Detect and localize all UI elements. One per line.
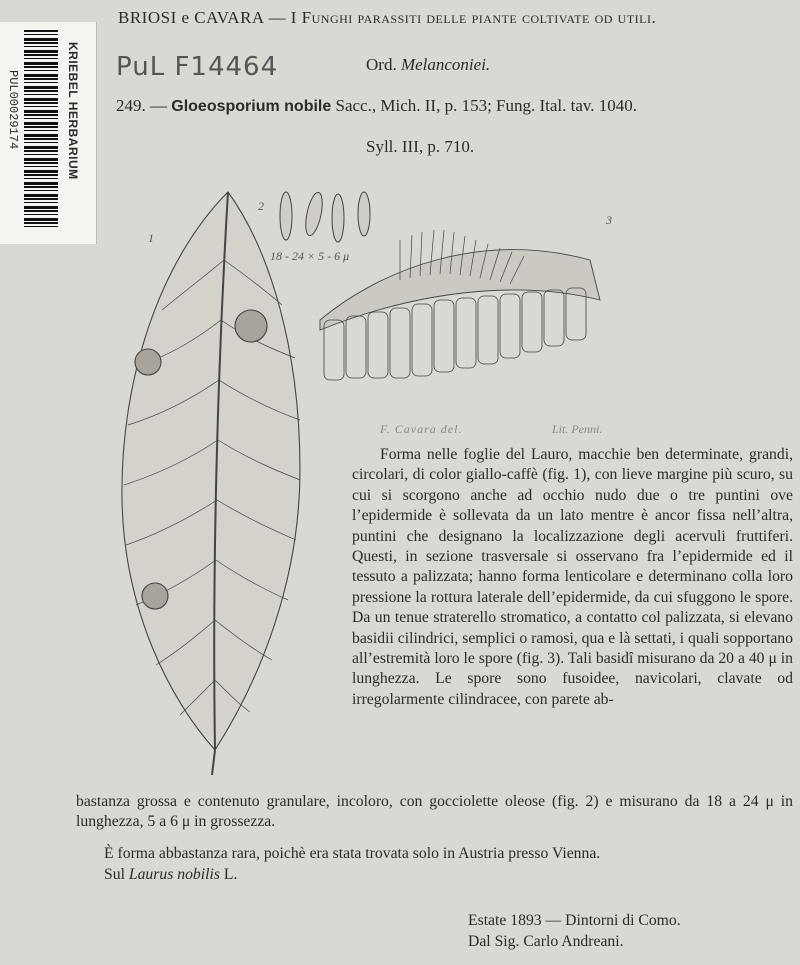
spore-measure: 18 - 24 × 5 - 6 μ <box>270 249 350 263</box>
section-drawing <box>320 230 600 380</box>
rarity-note: È forma abbastanza rara, poichè era stata trovata solo in Austria presso Vienna. <box>104 845 601 862</box>
citation: Sacc., Mich. II, p. 153; Fung. Ital. tav. 1040. <box>335 96 638 115</box>
leaf-spot <box>135 349 161 375</box>
leaf-drawing <box>122 192 300 775</box>
host-prefix: Sul <box>104 866 125 883</box>
header-dash: — <box>263 8 291 27</box>
entry-dash: — <box>150 96 167 115</box>
barcode <box>24 30 58 230</box>
credit-litho: Lit. Penni. <box>552 422 603 436</box>
header-authors: BRIOSI e CAVARA <box>118 8 264 27</box>
collection-date-locality: Estate 1893 — Dintorni di Como. <box>468 912 681 929</box>
credit-drawn: F. Cavara del. <box>380 422 463 436</box>
host-line <box>104 866 237 884</box>
order-prefix: Ord. <box>366 55 397 74</box>
fig3-label: 3 <box>606 213 612 227</box>
catalog-number: PUL00029174 <box>6 70 20 150</box>
herbarium-name: KRIEBEL HERBARIUM <box>66 42 80 180</box>
entry-number: 249. <box>116 96 146 115</box>
host-author: L. <box>223 866 238 883</box>
collector: Dal Sig. Carlo Andreani. <box>468 933 624 950</box>
fig1-label: 1 <box>148 231 154 245</box>
host-name: Laurus nobilis <box>128 866 220 883</box>
leaf-spot <box>142 583 168 609</box>
fig2-label: 2 <box>258 199 264 213</box>
spores-drawing <box>280 191 370 242</box>
description-paragraph-continued: bastanza grossa e contenuto granulare, incoloro, con gocciolette oleose (fig. 2) e misurano da 18 a 24 μ in lunghezza, 5 a 6 μ in grossezza. <box>76 793 793 831</box>
order-line <box>366 55 490 75</box>
header-title: I Funghi parassiti delle piante coltivate od utili. <box>290 8 657 27</box>
syll-reference: Syll. III, p. 710. <box>366 137 475 156</box>
order-name: Melanconiei. <box>400 55 491 74</box>
handwritten-accession: PuL F14464 <box>116 52 279 82</box>
description-paragraph: Forma nelle foglie del Lauro, macchie ben determinate, grandi, circolari, di color giallo-caffè (fig. 1), con lieve margine più scuro, su cui si scorgono anche ad occhio nudo due o tre puntini ove l’epidermide è sollevata da un lato mentre è ancor fissa nell’altra, puntini che designano la localizzazione degli acervuli fruttiferi. Questi, in sezione trasversale si osservano fra l’epidermide ed il tessuto a palizzata; hanno forma lenticolare e determinano colla loro pressione la rottura laterale dell’epidermide, da cui sfuggono le spore. Da un tenue straterello stromatico, a contatto col palizzata, si elevano basidii cilindrici, semplici o ramosi, qua e là settati, i quali sopportano all’estremità loro le spore (fig. 3). Tali basidî misurano da 20 a 40 μ in lunghezza. Le spore sono fusoidee, navicolari, clavate od irregolarmente cilindracee, con parete ab- <box>352 446 793 708</box>
page-header <box>118 8 656 28</box>
leaf-spot <box>235 310 267 342</box>
entry-line <box>116 96 637 116</box>
species-name: Gloeosporium nobile <box>171 98 332 115</box>
